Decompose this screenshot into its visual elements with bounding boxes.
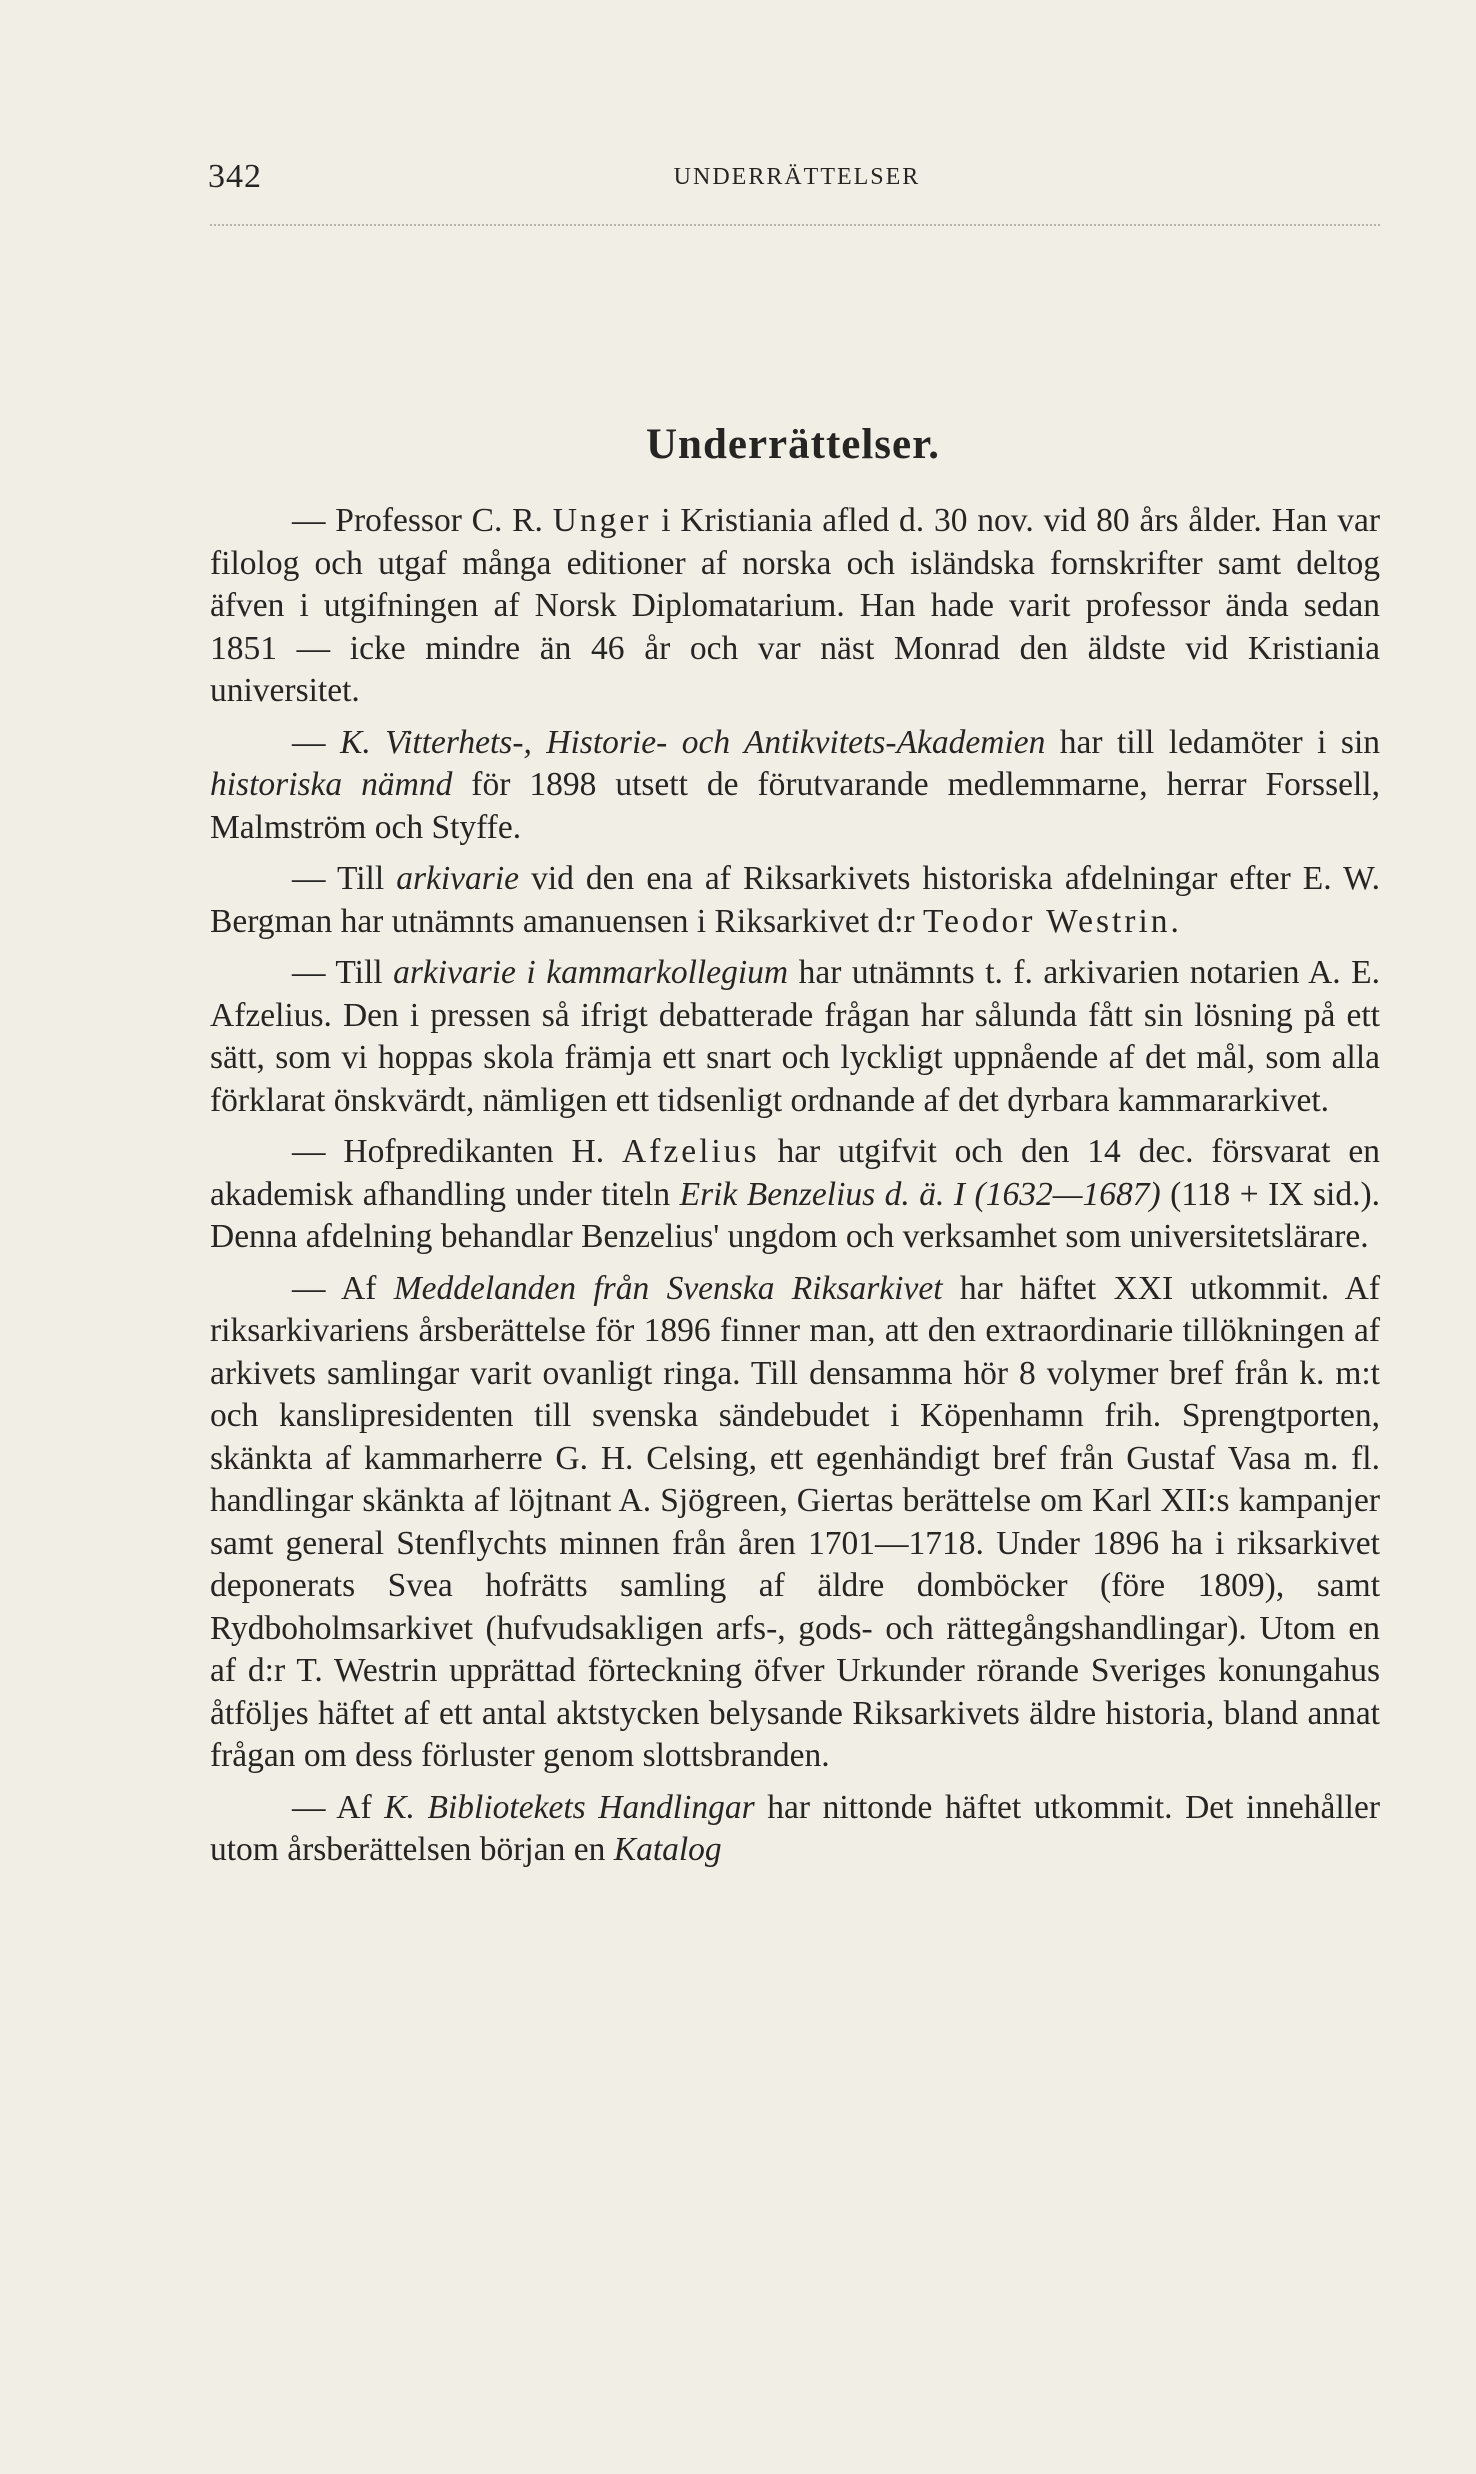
italic-text: historiska nämnd [210, 766, 453, 803]
running-head [208, 158, 1386, 206]
paragraph-kammarkollegium: — Till arkivarie i kammarkollegium har utnämnts t. f. arkivarien notarien A. E. Afzelius. Den i pressen så ifrigt debatterade frågan har sålunda fått sin lösning på ett sätt, som vi hoppas skola främja ett snart och lyckligt uppnående af det mål, som alla förklarat önskvärdt, nämligen ett tidsenligt ordnande af det dyrbara kammararkivet. [210, 954, 1381, 1119]
italic-text: K. Bibliotekets Handlingar [384, 1788, 755, 1826]
italic-text: arkivarie i kammarkollegium [393, 954, 789, 991]
running-title: UNDERRÄTTELSER [673, 164, 921, 190]
spaced-name: Afzelius [622, 1133, 760, 1170]
page-number: 342 [208, 158, 262, 195]
paragraph-afzelius: — Hofpredikanten H. Afzelius har utgifvit och den 14 dec. försvarat en akademisk afhandling under titeln Erik Benzelius d. ä. I (1632—1687) (118 + IX sid.). Denna afdelning behandlar Benzelius' ungdom och verksamhet som universitetslärare. [210, 1133, 1381, 1255]
spaced-name: Teodor Westrin [922, 902, 1171, 940]
section-title: Underrättelser. [645, 421, 941, 468]
paragraph-arkivarie-riksarkivet: — Till arkivarie vid den ena af Riksarkivets historiska afdelningar efter E. W. Bergman har utnämnts amanuensen i Riksarkivet d:r Teodor Westrin. [210, 860, 1381, 940]
italic-text: Meddelanden från Svenska Riksarkivet [393, 1269, 943, 1307]
body-text [210, 500, 1380, 1872]
italic-text: arkivarie [396, 860, 520, 897]
paragraph-akademien: — K. Vitterhets-, Historie- och Antikvitets-Akademien har till ledamöter i sin historiska nämnd för 1898 utsett de förutvarande medlemmarne, herrar Forssell, Malmström och Styffe. [210, 723, 1381, 846]
italic-text: K. Vitterhets-, Historie- och Antikvitets-Akademien [339, 723, 1046, 761]
paragraph-meddelanden: — Af Meddelanden från Svenska Riksarkivet har häftet XXI utkommit. Af riksarkivariens årsberättelse för 1896 finner man, att den extraordinarie tillökningen af arkivets samlingar varit ovanligt ringa. Till densamma hör 8 volymer bref från k. m:t och kanslipresidenten till svenska sändebudet i Köpenhamn frih. Sprengtporten, skänkta af kammarherre G. H. Celsing, ett egenhändigt bref från Gustaf Vasa m. fl. handlingar skänkta af löjtnant A. Sjögreen, Giertas berättelse om Karl XII:s kampanjer samt general Stenflychts minnen från åren 1701—1718. Under 1896 ha i riksarkivet deponerats Svea hofrätts samling af äldre domböcker (före 1809), samt Rydboholmsarkivet (hufvudsakligen arfs-, gods- och rättegångshandlingar). Utom en af d:r T. Westrin upprättad förteckning öfver Urkunder rörande Sveriges konungahus åtföljes häftet af ett antal aktstycken belysande Riksarkivets äldre historia, bland annat frågan om dess förluster genom slottsbranden. [210, 1269, 1380, 1774]
paragraph-unger: — Professor C. R. Unger i Kristiania afled d. 30 nov. vid 80 års ålder. Han var filolog och utgaf många editioner af norska och isländska fornskrifter samt deltog äfven i utgifningen af Norsk Diplomatarium. Han hade varit professor ända sedan 1851 — icke mindre än 46 år och var näst Monrad den äldste vid Kristiania universitet. [210, 502, 1380, 709]
header-rule [210, 224, 1380, 226]
paragraph-bibliotekets: — Af K. Bibliotekets Handlingar har nittonde häftet utkommit. Det innehåller utom årsberättelsen början en Katalog [210, 1788, 1380, 1868]
italic-text: Katalog [613, 1831, 722, 1868]
spaced-name: Unger [552, 502, 652, 539]
italic-text: Erik Benzelius d. ä. I (1632—1687) [679, 1175, 1161, 1213]
